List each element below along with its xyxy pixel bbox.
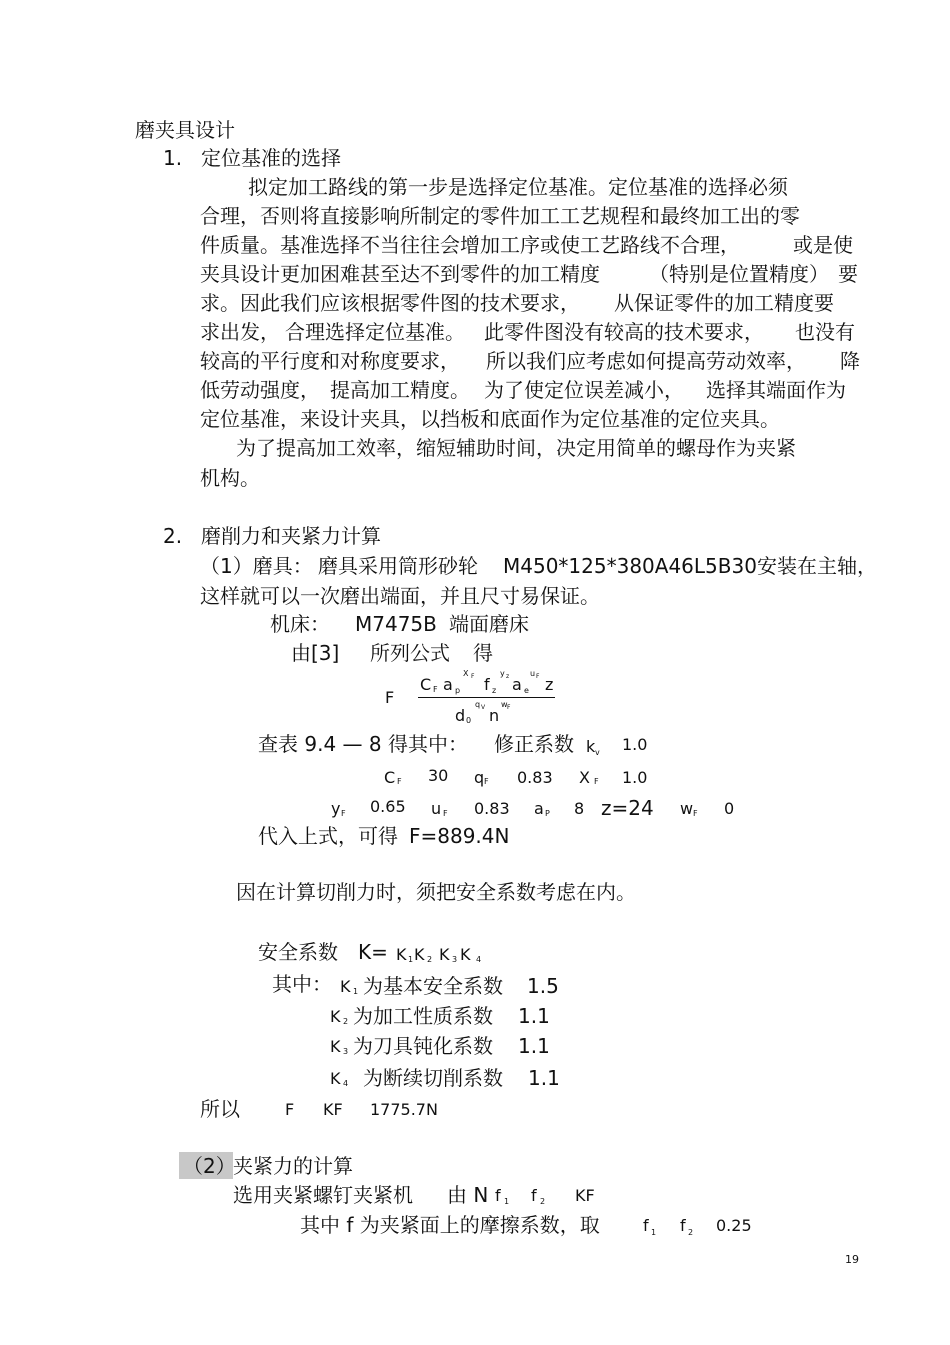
kv-symbol: k bbox=[586, 737, 596, 756]
k1-text: 为基本安全系数 bbox=[363, 974, 503, 998]
k3-value: 1.1 bbox=[518, 1034, 550, 1058]
so-value: 1775.7N bbox=[370, 1100, 438, 1119]
formula-intro-source: 由[3] bbox=[291, 641, 340, 665]
p1-line-6c: 此零件图没有较高的技术要求， bbox=[484, 320, 764, 344]
p1-line-6d: 也没有 bbox=[795, 320, 855, 344]
p1-line-5a: 求。因此我们应该根据零件图的技术要求， bbox=[200, 291, 580, 315]
yf-symbol: y bbox=[331, 799, 341, 818]
p1-line-8a: 低劳动强度， bbox=[200, 378, 320, 402]
formula-fz: f bbox=[484, 675, 490, 694]
k1-sub: 1 bbox=[353, 987, 359, 996]
formula-ap-sup: X bbox=[463, 669, 469, 678]
p1-line-7b: 所以我们应考虑如何提高劳动效率， bbox=[486, 349, 806, 373]
yf-value: 0.65 bbox=[370, 797, 406, 816]
formula-n-sup-sub: F bbox=[507, 704, 511, 711]
p1-line-7a: 较高的平行度和对称度要求， bbox=[200, 349, 460, 373]
clamp-f2: f bbox=[531, 1186, 537, 1205]
formula-n-sup: w bbox=[501, 700, 508, 709]
p1-line-5b: 从保证零件的加工精度要 bbox=[614, 291, 834, 315]
machine-label: 机床： bbox=[270, 612, 330, 636]
formula-ap-sub: p bbox=[455, 686, 461, 695]
uf-sub: F bbox=[443, 809, 448, 818]
clamp-f1: f bbox=[495, 1186, 501, 1205]
p1-line-9: 定位基准，来设计夹具，以挡板和底面作为定位基准的定位夹具。 bbox=[200, 407, 780, 431]
clamp-kf: KF bbox=[575, 1186, 595, 1205]
formula-ae: a bbox=[512, 675, 522, 694]
k1-symbol: K bbox=[340, 977, 351, 996]
kv-sub: v bbox=[595, 748, 600, 757]
machine-model: M7475B bbox=[355, 612, 437, 636]
k-product-1-sub: 1 bbox=[408, 955, 414, 964]
qf-symbol: q bbox=[474, 768, 485, 787]
k2-symbol: K bbox=[330, 1007, 341, 1026]
z-value: z=24 bbox=[601, 796, 654, 820]
clamp-line2-f2: f bbox=[680, 1216, 686, 1235]
clamp-line2-f2-sub: 2 bbox=[688, 1228, 694, 1237]
k-product-2-sub: 2 bbox=[427, 955, 433, 964]
machine-desc: 端面磨床 bbox=[449, 612, 529, 636]
k4-text: 为断续切削系数 bbox=[363, 1066, 503, 1090]
formula-d: d bbox=[455, 706, 466, 725]
so-label: 所以 bbox=[200, 1097, 240, 1121]
clamp-n: 由 N bbox=[447, 1183, 489, 1207]
k2-value: 1.1 bbox=[518, 1004, 550, 1028]
k-product-4-sub: 4 bbox=[476, 955, 482, 964]
ap-symbol: a bbox=[534, 799, 544, 818]
formula-n: n bbox=[489, 706, 500, 725]
ap-sub: P bbox=[545, 809, 550, 818]
correction-factor-label: 修正系数 bbox=[494, 732, 574, 756]
clamp-line-2: 其中 f 为夹紧面上的摩擦系数，取 bbox=[300, 1213, 600, 1237]
formula-ae-sup-sub: F bbox=[536, 673, 540, 680]
formula-d-sub: 0 bbox=[466, 716, 472, 725]
uf-symbol: u bbox=[431, 799, 442, 818]
tool-desc: 磨具采用筒形砂轮 bbox=[318, 554, 478, 578]
k3-text: 为刀具钝化系数 bbox=[353, 1034, 493, 1058]
page-number: 19 bbox=[845, 1253, 859, 1266]
p1-line-3b: 或是使 bbox=[793, 233, 853, 257]
formula-d-sup-sub: V bbox=[481, 704, 486, 711]
formula-d-sup: q bbox=[475, 700, 481, 709]
qf-value: 0.83 bbox=[517, 768, 553, 787]
clamp-f1-sub: 1 bbox=[504, 1197, 510, 1206]
k3-symbol: K bbox=[330, 1037, 341, 1056]
clamp-friction-value: 0.25 bbox=[716, 1216, 752, 1235]
tool-spec: M450*125*380A46L5B30安装在主轴， bbox=[503, 554, 877, 578]
k2-text: 为加工性质系数 bbox=[353, 1004, 493, 1028]
p1-line-8c: 为了使定位误差减小， bbox=[484, 378, 684, 402]
clamp-line-1: 选用夹紧螺钉夹紧机 bbox=[233, 1183, 413, 1207]
formula-ap-sup-sub: F bbox=[471, 673, 475, 680]
k-product-1: K bbox=[396, 945, 407, 964]
wf-value: 0 bbox=[724, 799, 735, 818]
formula-z: z bbox=[545, 675, 554, 694]
k1-value: 1.5 bbox=[527, 974, 559, 998]
p1-line-7c: 降 bbox=[840, 349, 860, 373]
safety-factor-label: 安全系数 bbox=[258, 940, 338, 964]
k4-sub: 4 bbox=[343, 1079, 349, 1088]
tool-label: （1）磨具： bbox=[200, 554, 313, 578]
wf-sub: F bbox=[693, 809, 698, 818]
formula-intro-get: 得 bbox=[473, 641, 493, 665]
formula-fz-sub: z bbox=[492, 686, 497, 695]
k4-symbol: K bbox=[330, 1069, 341, 1088]
clamp-line2-f1: f bbox=[643, 1216, 649, 1235]
formula-cf-sub: F bbox=[433, 685, 438, 694]
p1-line-6a: 求出发， bbox=[200, 320, 280, 344]
formula-fz-sup-sub: z bbox=[506, 673, 510, 680]
p1-line-2: 合理，否则将直接影响所制定的零件加工工艺规程和最终加工出的零 bbox=[200, 204, 800, 228]
k-product-3-sub: 3 bbox=[452, 955, 458, 964]
p1-line-4b: （特别是位置精度） bbox=[649, 262, 829, 286]
k-product-3: K bbox=[439, 945, 450, 964]
among-label: 其中： bbox=[272, 972, 332, 996]
cf-value: 30 bbox=[428, 766, 449, 785]
cf-sub: F bbox=[397, 777, 402, 786]
k4-value: 1.1 bbox=[528, 1066, 560, 1090]
k-product-2: K bbox=[414, 945, 425, 964]
ap-value: 8 bbox=[574, 799, 585, 818]
so-f: F bbox=[285, 1100, 295, 1119]
formula-fz-sup: y bbox=[500, 669, 505, 678]
formula-ae-sub: e bbox=[524, 686, 529, 695]
xf-symbol: X bbox=[579, 768, 590, 787]
safety-note: 因在计算切削力时，须把安全系数考虑在内。 bbox=[236, 880, 636, 904]
safety-factor-k: K= bbox=[358, 940, 388, 964]
p1-line-4c: 要 bbox=[838, 262, 858, 286]
xf-value: 1.0 bbox=[622, 768, 648, 787]
yf-sub: F bbox=[341, 809, 346, 818]
result-label: 代入上式，可得 bbox=[258, 824, 398, 848]
section-1-number: 1. bbox=[163, 146, 183, 170]
p1-line-4a: 夹具设计更加困难甚至达不到零件的加工精度 bbox=[200, 262, 600, 286]
formula-fraction-line bbox=[418, 697, 555, 698]
so-kf: KF bbox=[323, 1100, 343, 1119]
uf-value: 0.83 bbox=[474, 799, 510, 818]
formula-ap: a bbox=[443, 675, 453, 694]
section-2-heading: 磨削力和夹紧力计算 bbox=[201, 524, 381, 548]
p1-line-1: 拟定加工路线的第一步是选择定位基准。定位基准的选择必须 bbox=[248, 175, 788, 199]
formula-intro-text: 所列公式 bbox=[370, 641, 450, 665]
p1-line-6b: 合理选择定位基准。 bbox=[285, 320, 465, 344]
formula-cf: C bbox=[420, 675, 432, 694]
qf-sub: F bbox=[484, 777, 489, 786]
k-product-4: K bbox=[460, 945, 471, 964]
k2-sub: 2 bbox=[343, 1017, 349, 1026]
table-intro: 查表 9.4 — 8 得其中： bbox=[258, 732, 468, 756]
cf-symbol: C bbox=[384, 768, 396, 787]
clamp-number: （2） bbox=[183, 1154, 236, 1178]
p1-line-3a: 件质量。基准选择不当往往会增加工序或使工艺路线不合理， bbox=[200, 233, 740, 257]
kv-value: 1.0 bbox=[622, 735, 648, 754]
p1-line-8d: 选择其端面作为 bbox=[706, 378, 846, 402]
wf-symbol: w bbox=[680, 799, 694, 818]
clamp-heading: 夹紧力的计算 bbox=[233, 1154, 353, 1178]
section-2-number: 2. bbox=[163, 524, 183, 548]
section-1-heading: 定位基准的选择 bbox=[201, 146, 341, 170]
p1-line-8b: 提高加工精度。 bbox=[330, 378, 470, 402]
tool-line-2: 这样就可以一次磨出端面，并且尺寸易保证。 bbox=[200, 584, 600, 608]
formula-lhs: F bbox=[385, 688, 395, 707]
p2-line-1: 为了提高加工效率，缩短辅助时间，决定用简单的螺母作为夹紧 bbox=[236, 436, 796, 460]
formula-ae-sup: u bbox=[530, 669, 536, 678]
xf-sub: F bbox=[594, 777, 599, 786]
k3-sub: 3 bbox=[343, 1047, 349, 1056]
doc-title: 磨夹具设计 bbox=[135, 118, 235, 142]
result-value: F=889.4N bbox=[409, 824, 510, 848]
p2-line-2: 机构。 bbox=[200, 466, 260, 490]
clamp-f2-sub: 2 bbox=[540, 1197, 546, 1206]
clamp-line2-f1-sub: 1 bbox=[651, 1228, 657, 1237]
